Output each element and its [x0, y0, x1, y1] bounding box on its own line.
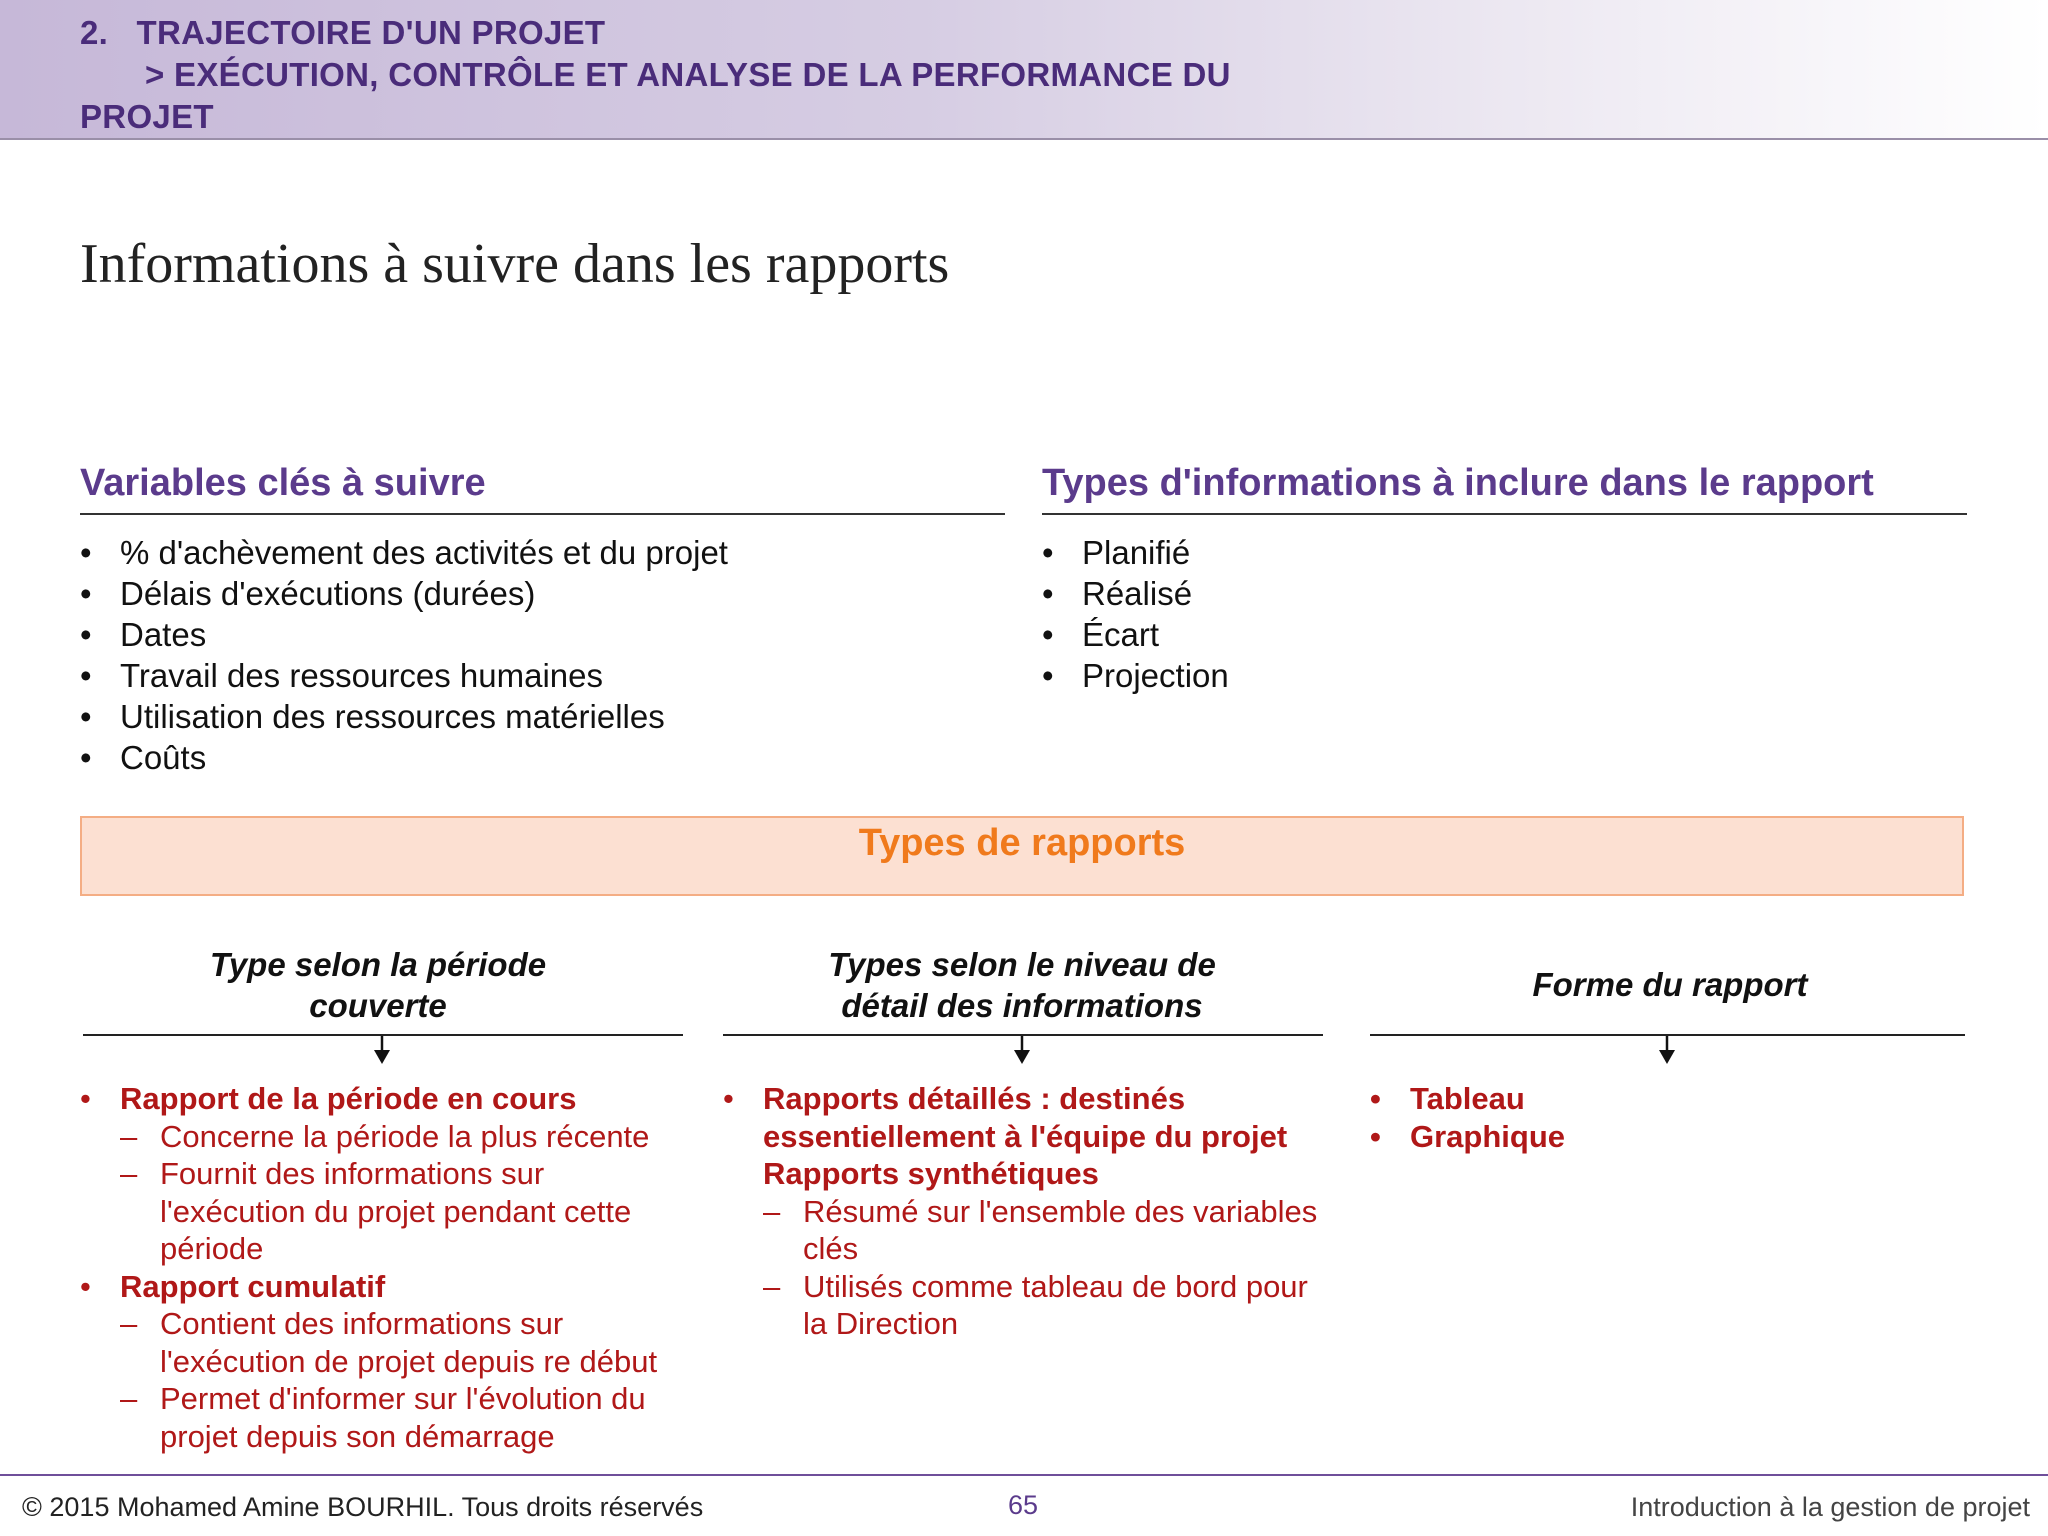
header-line-1: 2. TRAJECTOIRE D'UN PROJET — [80, 14, 606, 51]
list-item: • Projection — [1042, 655, 1942, 696]
column-heading-line: Type selon la période — [209, 946, 547, 983]
arrow-down-icon — [1657, 1036, 1677, 1066]
page-number: 65 — [1008, 1490, 1039, 1520]
column-heading-line: Types selon le niveau de — [828, 946, 1216, 983]
list-item — [80, 1080, 680, 1268]
info-types-heading: Types d'informations à inclure dans le rapport — [1042, 462, 1967, 515]
sub-item: – Permet d'informer sur l'évolution du projet depuis son démarrage — [120, 1380, 680, 1455]
list-item: • Coûts — [80, 737, 980, 778]
sub-item: – Concerne la période la plus récente — [120, 1118, 680, 1156]
list-item: • Réalisé — [1042, 573, 1942, 614]
list-item: • Travail des ressources humaines — [80, 655, 980, 696]
slide-title: Informations à suivre dans les rapports — [80, 233, 950, 295]
bullet-title: Rapport cumulatif — [120, 1268, 386, 1304]
bullet-title: Rapports synthétiques — [763, 1156, 1099, 1191]
report-types-banner — [80, 816, 1964, 896]
sub-item: – Résumé sur l'ensemble des variables clés — [763, 1193, 1323, 1268]
list-item: • Tableau — [1370, 1080, 1930, 1118]
list-item — [723, 1080, 1323, 1343]
list-item: • Écart — [1042, 614, 1942, 655]
list-item: • Graphique — [1370, 1118, 1930, 1156]
arrow-down-icon — [372, 1036, 392, 1066]
column-heading-line: Forme du rapport — [1532, 966, 1808, 1003]
bullet-title: Rapport de la période en cours — [120, 1081, 577, 1116]
period-report-list — [80, 1080, 680, 1455]
sub-item: – Fournit des informations sur l'exécution du projet pendant cette période — [120, 1155, 680, 1268]
header-title — [80, 12, 1231, 138]
list-item: • % d'achèvement des activités et du projet — [80, 532, 980, 573]
header-line-3: PROJET — [80, 98, 214, 135]
list-item — [80, 1268, 680, 1456]
list-item: • Planifié — [1042, 532, 1942, 573]
bullet-title: • Rapports détaillés : destinés essentiellement à l'équipe du projet — [763, 1081, 1288, 1154]
header-line-2: > EXÉCUTION, CONTRÔLE ET ANALYSE DE LA PERFORMANCE DU — [145, 56, 1231, 93]
variables-list — [80, 532, 980, 778]
detail-report-list — [723, 1080, 1323, 1343]
column-heading-line: couverte — [309, 987, 447, 1024]
sub-item: – Utilisés comme tableau de bord pour la Direction — [763, 1268, 1323, 1343]
report-format-list — [1370, 1080, 1930, 1155]
footer-divider — [0, 1474, 2048, 1476]
variables-heading: Variables clés à suivre — [80, 462, 1005, 515]
column-heading-period — [78, 944, 678, 1026]
info-types-list — [1042, 532, 1942, 696]
footer-course-title: Introduction à la gestion de projet — [1630, 1492, 2030, 1522]
header-band — [0, 0, 2048, 140]
report-types-title: Types de rapports — [858, 822, 1186, 864]
column-heading-line: détail des informations — [841, 987, 1203, 1024]
sub-item: – Contient des informations sur l'exécution de projet depuis re début — [120, 1305, 680, 1380]
footer-copyright: © 2015 Mohamed Amine BOURHIL. Tous droits réservés — [22, 1492, 704, 1522]
column-heading-format — [1370, 964, 1970, 1005]
list-item: • Dates — [80, 614, 980, 655]
arrow-down-icon — [1012, 1036, 1032, 1066]
column-heading-detail — [722, 944, 1322, 1026]
list-item: • Délais d'exécutions (durées) — [80, 573, 980, 614]
list-item: • Utilisation des ressources matérielles — [80, 696, 980, 737]
